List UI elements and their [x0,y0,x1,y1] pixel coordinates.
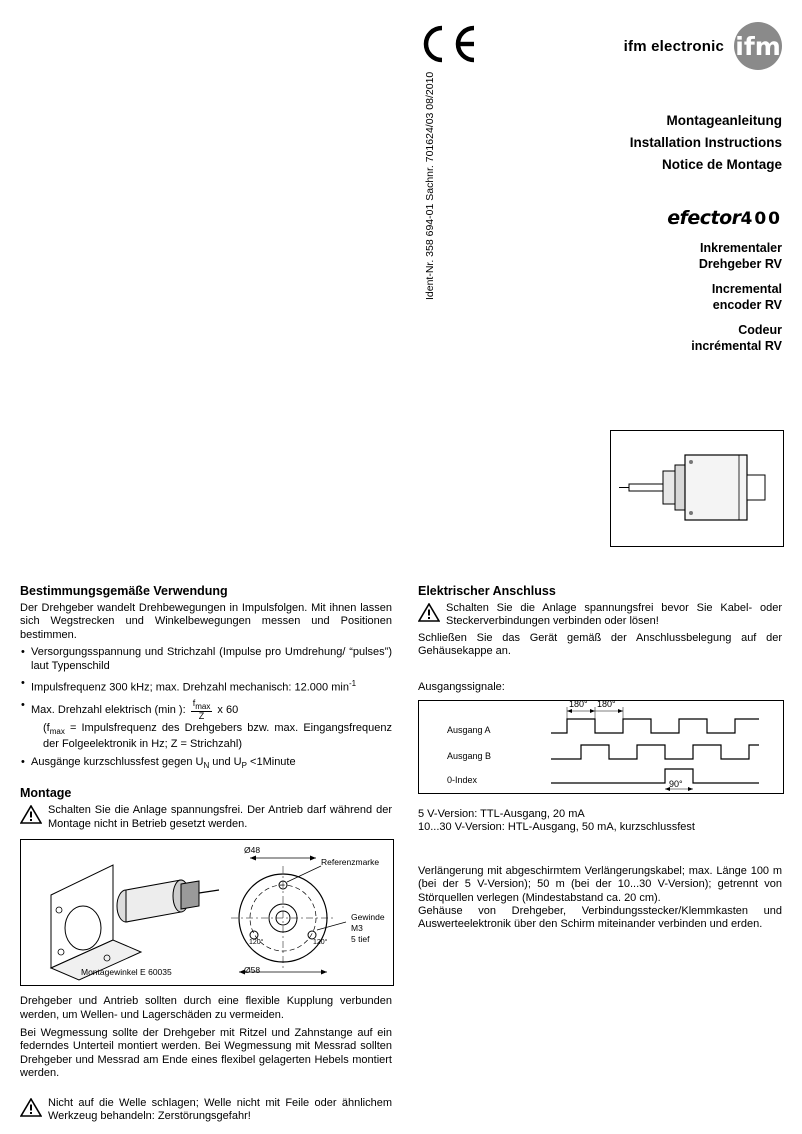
bullet-4-sub-p: P [241,760,247,770]
svg-text:120°: 120° [249,939,264,947]
electrical-connection-text: Schließen Sie das Gerät gemäß der Anschlussbelegung auf der Gehäusekappe an. [418,631,782,658]
formula-fraction [191,699,213,722]
formula-numerator-sub: max [195,701,211,711]
reference-mark-label: Referenzmarke [321,857,380,868]
thread-label [351,912,385,945]
bracket-caption: Montagewinkel E 60035 [81,967,172,978]
thread-label-line1: Gewinde [351,912,385,923]
final-warning-text: Nicht auf die Welle schlagen; Welle nicht mit Feile oder ähnlichem Werkzeug behandeln: Zerstörungsgefahr! [48,1096,392,1122]
brand-name: ifm electronic [623,37,724,55]
bullet-3-text: Max. Drehzahl elektrisch (min ): [31,704,186,717]
warning-triangle-icon [418,603,440,627]
list-item [20,677,392,695]
bullet-4-text: Ausgänge kurzschlussfest gegen U [31,755,204,768]
version-1030v-text: 10...30 V-Version: HTL-Ausgang, 50 mA, kurzschlussfest [418,821,695,834]
cable-extension-text: Verlängerung mit abgeschirmtem Verlängerungskabel; max. Länge 100 m (bei der 5 V-Version); 50 m (bei der 10...30 V-Version); getrennt von Störquellen verlegen (Mindestabstand ca. 20 cm). [418,864,782,904]
svg-text:120°: 120° [313,939,328,947]
output-signal-diagram [418,700,784,794]
dimension-top-label: Ø48 [244,845,261,856]
brand-logo [624,22,782,70]
ident-number: Ident-Nr. 358 694-01 Sachnr. 701624/03 08/2010 [424,71,436,300]
list-item [20,756,392,773]
bullet-3-note: ($f_{max}$ = Impulsfrequenz des Drehgebers bzw. max. Eingangsfrequenz der Folgeelektronik in Hz; Z = Strichzahl) [43,721,392,751]
mounting-warning-text: Schalten Sie die Anlage spannungsfrei. Der Antrieb darf während der Montage nicht in Betrieb gesetzt werden. [48,804,392,830]
electrical-warning-text: Schalten Sie die Anlage spannungsfrei bevor Sie Kabel- oder Steckerverbindungen verbinden oder lösen! [446,602,782,628]
ce-mark-icon [420,24,480,64]
title-de: Montageanleitung [666,113,782,128]
ifm-logo-icon: ifm [734,22,782,70]
after-drawing-text-2: Bei Wegmessung sollte der Drehgeber mit Ritzel und Zahnstange auf ein federndes Unterteil montiert werden. Bei Wegmessung mit Messrad sollten Drehgeber und Messrad am Ende eines flexibel gelagerten Hebels montiert werden. [20,1026,392,1080]
efector-number: 400 [740,209,782,229]
mounting-drawing [20,839,394,986]
signal-label-a: Ausgang A [447,725,491,736]
section-title-intended-use: Bestimmungsgemäße Verwendung [20,584,228,598]
product-fr-line1: Codeur [738,323,782,337]
output-signals-label: Ausgangssignale: [418,680,505,693]
title-en: Installation Instructions [629,135,782,150]
mounting-warning [20,804,392,831]
product-fr [442,322,782,354]
signal-mark-180-1: 180° [569,699,588,710]
electrical-warning [418,602,782,629]
final-warning [20,1097,392,1124]
signal-label-b: Ausgang B [447,751,492,762]
document-titles [442,110,782,176]
formula-denominator: Z [198,711,205,722]
version-5v-text: 5 V-Version: TTL-Ausgang, 20 mA [418,808,585,821]
bullet-4-sub-n: N [203,760,210,770]
product-fr-line2: incrémental RV [691,339,782,353]
right-column [418,584,782,932]
after-drawing-text-1: Drehgeber und Antrieb sollten durch eine flexible Kupplung verbunden werden, um Wellen- und Lagerschäden zu vermeiden. [20,995,392,1021]
bullet-3-note-text: = Impulsfrequenz des Drehgebers bzw. max. Eingangsfrequenz der Folgeelektronik in Hz; Z = Strichzahl) [43,721,392,751]
bullet-4-text2: und U [209,755,242,768]
product-names [442,240,782,363]
intended-use-text: Der Drehgeber wandelt Drehbewegungen in Impulsfolgen. Mit ihnen lassen sich Wegstrecken und Winkelbewegungen messen und Positionen bestimmen. [20,602,392,641]
formula-numerator: fmax [192,698,211,711]
shield-grounding-text: Gehäuse von Drehgeber, Verbindungsstecker/Klemmkasten und Auswerteelektronik über den Schirm miteinander verbinden und erden. [418,905,782,931]
product-en [442,281,782,313]
thread-label-line3: 5 tief [351,934,370,945]
bullet-4-text3: <1Minute [246,755,296,768]
section-title-mounting: Montage [20,786,72,801]
list-item [20,699,392,752]
product-en-line1: Incremental [711,282,782,296]
product-de-line1: Inkrementaler [700,241,782,255]
left-column [20,584,392,1123]
warning-triangle-icon [20,805,42,829]
efector-wordmark [442,207,782,229]
warning-triangle-icon [20,1098,42,1122]
product-illustration [610,430,784,547]
bullet-3-note-sub: max [49,726,65,736]
signal-mark-90: 90° [669,779,683,790]
bullet-2-exponent: -1 [348,679,357,689]
thread-label-line2: M3 [351,923,363,934]
spec-bullet-list [20,646,392,772]
list-item [20,646,392,673]
signal-label-index: 0-Index [447,775,478,786]
signal-mark-180-2: 180° [597,699,616,710]
title-fr: Notice de Montage [661,157,782,172]
product-de-line2: Drehgeber RV [698,257,782,271]
product-de [442,240,782,272]
product-en-line2: encoder RV [712,298,782,312]
section-title-electrical-connection: Elektrischer Anschluss [418,584,556,598]
bullet-2-text: Impulsfrequenz 300 kHz; max. Drehzahl mechanisch: 12.000 min [31,681,349,694]
efector-word: efector [667,207,741,229]
formula-multiplier: x 60 [217,704,239,717]
bullet-1-text: Versorgungsspannung und Strichzahl (Impulse pro Umdrehung/ “pulses”) laut Typenschild [31,646,392,672]
dimension-bottom-label: Ø58 [244,965,261,976]
